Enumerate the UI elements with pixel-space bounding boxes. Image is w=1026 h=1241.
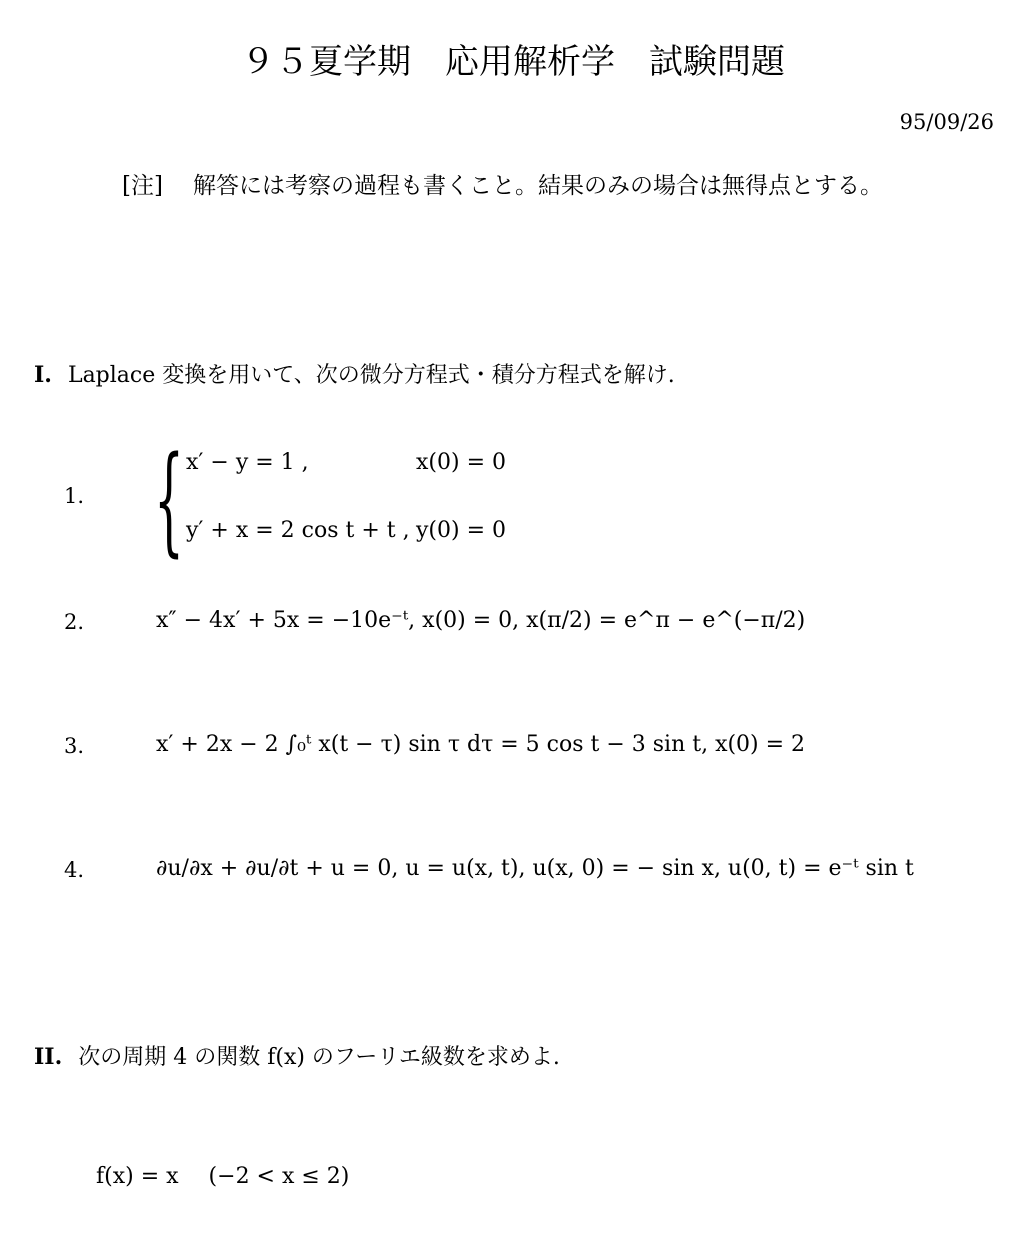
problem-1-cond-b: y(0) = 0 [416,518,507,543]
system-brace: { [154,430,185,568]
section-1-heading [34,358,675,389]
note-label: [注] [122,173,163,199]
section-2-heading [34,1040,560,1071]
problem-4-equation: ∂u/∂x + ∂u/∂t + u = 0, u = u(x, t), u(x, 0) = − sin x, u(0, t) = e⁻ᵗ sin t [156,856,914,881]
problem-2-equation: x″ − 4x′ + 5x = −10e⁻ᵗ, x(0) = 0, x(π/2) = e^π − e^(−π/2) [156,608,806,633]
note-text: 解答には考察の過程も書くこと。結果のみの場合は無得点とする。 [192,173,883,199]
problem-1-eq-b: y′ + x = 2 cos t + t , [186,518,410,543]
section-2-text: 次の周期 4 の関数 f(x) のフーリエ級数を求めよ. [78,1045,560,1070]
section-1-text: Laplace 変換を用いて、次の微分方程式・積分方程式を解け. [67,363,675,388]
exam-date: 95/09/26 [899,110,994,134]
page-title: ９５夏学期 応用解析学 試験問題 [241,42,785,82]
problem-3-number: 3. [64,734,85,758]
function-definition: f(x) = x [96,1164,179,1189]
note [122,167,883,200]
problem-1-eq-a: x′ − y = 1 , [186,450,309,475]
problem-2-number: 2. [64,610,85,634]
problem-3-equation: x′ + 2x − 2 ∫₀ᵗ x(t − τ) sin τ dτ = 5 cos t − 3 sin t, x(0) = 2 [156,732,806,757]
problem-1-number: 1. [64,484,85,508]
problem-1-cond-a: x(0) = 0 [416,450,506,475]
fourier-function [96,1164,349,1189]
function-domain: (−2 < x ≤ 2) [208,1164,350,1189]
problem-4-number: 4. [64,858,85,882]
section-2-number: II. [34,1044,63,1070]
section-1-number: I. [34,362,52,388]
